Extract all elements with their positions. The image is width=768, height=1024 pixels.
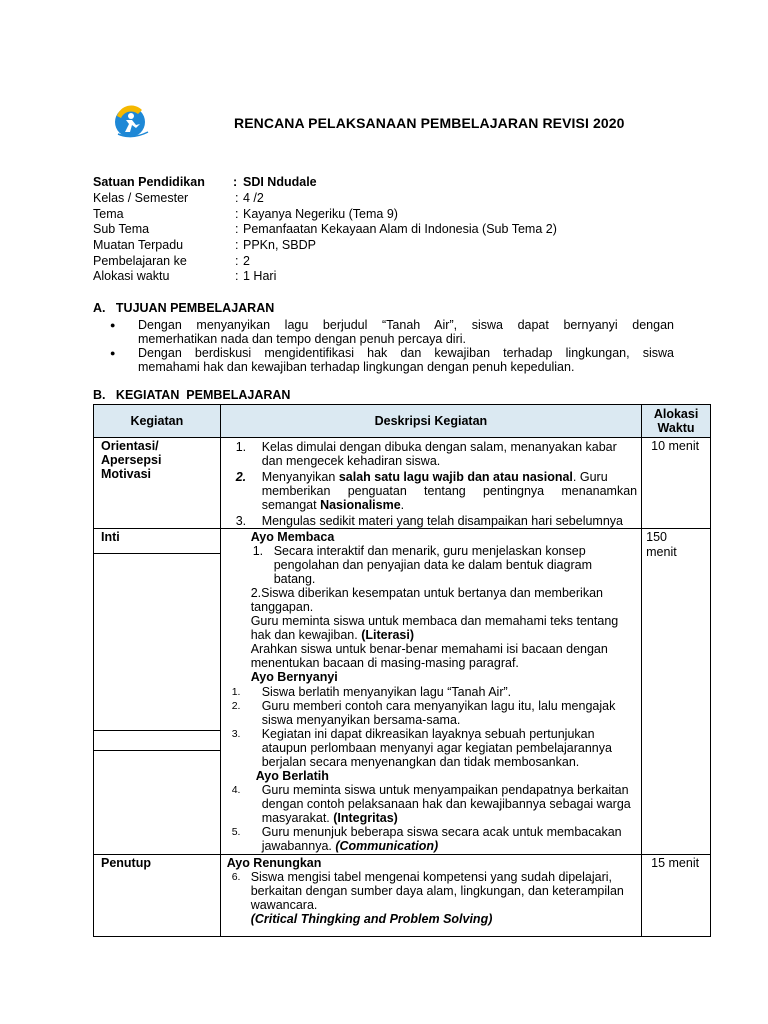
list-line: menentukan bacaan di masing-masing paragraf. xyxy=(250,656,519,670)
list-line xyxy=(262,498,637,512)
objective-line: Dengan menyanyikan lagu berjudul “Tanah Air”, siswa dapat bernyanyi dengan xyxy=(138,318,674,332)
list-line: siswa menyanyikan bersama-sama. xyxy=(261,713,461,727)
cell-divider xyxy=(94,553,220,554)
text-run: . xyxy=(400,498,405,512)
objective-item xyxy=(138,346,674,374)
kegiatan-label: Penutup xyxy=(101,856,151,870)
cell-waktu xyxy=(642,529,711,855)
info-value: PPKn, SBDP xyxy=(243,238,316,252)
waktu-value: 15 menit xyxy=(651,856,700,870)
waktu-line: 150 xyxy=(646,530,667,544)
list-line: Kegiatan ini dapat dikreasikan layaknya sebuah pertunjukan xyxy=(261,727,595,741)
info-colon: : xyxy=(233,175,238,189)
cell-divider xyxy=(94,750,220,751)
list-line: batang. xyxy=(273,572,316,586)
table-row-inti xyxy=(94,529,711,855)
info-colon: : xyxy=(235,191,239,205)
document-title: RENCANA PELAKSANAAN PEMBELAJARAN REVISI 2020 xyxy=(234,115,625,131)
info-value: 1 Hari xyxy=(243,269,277,283)
info-colon: : xyxy=(235,254,239,268)
bullet-icon: ● xyxy=(110,348,116,358)
objective-line: Dengan berdiskusi mengidentifikasi hak dan kewajiban terhadap lingkungan, siswa xyxy=(138,346,674,360)
list-item xyxy=(226,699,637,727)
list-number: 1. xyxy=(235,440,247,454)
list-number: 1. xyxy=(231,686,241,698)
text-run-bold: Nasionalisme xyxy=(320,498,401,512)
activity-table xyxy=(93,404,711,937)
list-number: 3. xyxy=(235,514,247,528)
list-line: Kelas dimulai dengan dibuka dengan salam, menanyakan kabar xyxy=(261,440,617,454)
header-kegiatan: Kegiatan xyxy=(94,405,221,438)
list-line: Guru meminta siswa untuk membaca dan memahami teks tentang xyxy=(250,614,619,628)
waktu-line: menit xyxy=(646,545,677,559)
kegiatan-label xyxy=(94,438,220,481)
text-run: masyarakat. xyxy=(261,811,334,825)
list-line: 2.Siswa diberikan kesempatan untuk bertanya dan memberikan xyxy=(250,586,603,600)
list-line: Mengulas sedikit materi yang telah disampaikan hari sebelumnya xyxy=(261,514,623,528)
list-item xyxy=(226,783,637,825)
info-value: 4 /2 xyxy=(243,191,264,205)
list-item xyxy=(251,544,637,586)
cell-deskripsi xyxy=(220,438,641,529)
cell-divider xyxy=(94,730,220,731)
list-line: Secara interaktif dan menarik, guru menjelaskan konsep xyxy=(273,544,586,558)
info-label: Sub Tema xyxy=(93,222,150,236)
list-line xyxy=(262,839,637,853)
info-colon: : xyxy=(235,222,239,236)
list-line: dengan contoh pelaksanaan hak dan kewajibannya sebagai warga xyxy=(261,797,631,811)
text-run-bold: (Communication) xyxy=(335,839,439,853)
text-run: Menyanyikan xyxy=(261,470,339,484)
list-number: 2. xyxy=(235,470,247,484)
header-alokasi-line: Alokasi xyxy=(653,407,699,421)
list-item xyxy=(226,440,637,468)
list-line: Guru meminta siswa untuk menyampaikan pendapatnya berkaitan xyxy=(261,783,629,797)
list-item xyxy=(226,514,637,528)
text-run-bold: (Integritas) xyxy=(333,811,398,825)
info-label: Pembelajaran ke xyxy=(93,254,187,268)
cell-kegiatan xyxy=(94,855,221,937)
list-number: 1. xyxy=(252,544,264,558)
section-a-heading: A. TUJUAN PEMBELAJARAN xyxy=(93,301,275,315)
cell-deskripsi xyxy=(220,855,641,937)
info-value: SDI Ndudale xyxy=(243,175,317,189)
section-b-heading: B. KEGIATAN PEMBELAJARAN xyxy=(93,388,291,402)
list-line: tanggapan. xyxy=(250,600,314,614)
cell-kegiatan xyxy=(94,529,221,855)
list-line: Siswa berlatih menyanyikan lagu “Tanah Air”. xyxy=(261,685,512,699)
list-item xyxy=(226,825,637,853)
kegiatan-label: Inti xyxy=(101,530,120,544)
text-run-bold: salah satu lagu wajib dan atau nasional xyxy=(338,470,573,484)
info-label: Satuan Pendidikan xyxy=(93,175,205,189)
list-line: Guru memberi contoh cara menyanyikan lagu itu, lalu mengajak xyxy=(261,699,616,713)
info-colon: : xyxy=(235,207,239,221)
subheading-ayo-bernyanyi: Ayo Bernyanyi xyxy=(250,670,338,684)
table-row-orientasi xyxy=(94,438,711,529)
info-colon: : xyxy=(235,269,239,283)
list-line: berkaitan dengan sumber daya alam, lingkungan, dan keterampilan xyxy=(250,884,624,898)
info-label: Kelas / Semester xyxy=(93,191,189,205)
list-line: pengolahan dan penyajian data ke dalam bentuk diagram xyxy=(273,558,592,572)
cell-deskripsi xyxy=(220,529,641,855)
header-deskripsi: Deskripsi Kegiatan xyxy=(220,405,641,438)
list-number: 3. xyxy=(231,728,241,740)
list-line: wawancara. xyxy=(250,898,318,912)
table-row-penutup xyxy=(94,855,711,937)
text-run: hak dan kewajiban. xyxy=(250,628,362,642)
list-number: 4. xyxy=(231,784,241,796)
info-label: Muatan Terpadu xyxy=(93,238,184,252)
cell-kegiatan xyxy=(94,438,221,529)
list-number: 2. xyxy=(231,700,241,712)
kegiatan-line: Orientasi/ xyxy=(101,439,159,453)
text-run: . Guru xyxy=(572,470,608,484)
info-value: Kayanya Negeriku (Tema 9) xyxy=(243,207,398,221)
text-run-bold: (Literasi) xyxy=(361,628,414,642)
objective-line: memerhatikan nada dan tempo dengan penuh percaya diri. xyxy=(138,332,466,346)
list-line: Arahkan siswa untuk benar-benar memahami isi bacaan dengan xyxy=(250,642,608,656)
kegiatan-line: Apersepsi xyxy=(101,453,162,467)
info-label: Tema xyxy=(93,207,124,221)
list-number: 6. xyxy=(231,871,241,883)
info-value: 2 xyxy=(243,254,250,268)
info-label: Alokasi waktu xyxy=(93,269,170,283)
list-line: Guru menunjuk beberapa siswa secara acak untuk membacakan xyxy=(261,825,622,839)
subheading-ayo-berlatih: Ayo Berlatih xyxy=(255,769,329,783)
list-line: (Critical Thingking and Problem Solving) xyxy=(250,912,493,926)
kegiatan-line: Motivasi xyxy=(101,467,152,481)
header-alokasi xyxy=(642,405,711,438)
list-item xyxy=(226,870,637,926)
list-line: berjalan secara menyenangkan dan tidak membosankan. xyxy=(261,755,580,769)
text-run: jawabannya. xyxy=(261,839,336,853)
list-number: 5. xyxy=(231,826,241,838)
subheading-ayo-membaca: Ayo Membaca xyxy=(250,530,335,544)
info-colon: : xyxy=(235,238,239,252)
objective-item xyxy=(138,318,674,346)
text-run: semangat xyxy=(261,498,321,512)
info-value: Pemanfaatan Kekayaan Alam di Indonesia (Sub Tema 2) xyxy=(243,222,557,236)
list-line xyxy=(262,811,637,825)
tut-wuri-handayani-logo xyxy=(112,104,152,140)
cell-waktu xyxy=(642,855,711,937)
objective-line: memahami hak dan kewajiban terhadap lingkungan dengan penuh kepedulian. xyxy=(138,360,575,374)
list-line xyxy=(262,470,637,484)
list-line: ataupun perlombaan menyanyi agar kegiatan pembelajarannya xyxy=(261,741,612,755)
list-item xyxy=(226,470,637,512)
subheading-ayo-renungkan: Ayo Renungkan xyxy=(226,856,322,870)
list-line xyxy=(251,628,637,642)
list-line: memberikan penguatan tentang pentingnya menanamkan xyxy=(261,484,638,498)
cell-waktu xyxy=(642,438,711,529)
list-item xyxy=(226,685,637,699)
waktu-value xyxy=(642,529,710,560)
header-alokasi-line: Waktu xyxy=(657,421,695,435)
bullet-icon: ● xyxy=(110,320,116,330)
list-line: Siswa mengisi tabel mengenai kompetensi yang sudah dipelajari, xyxy=(250,870,613,884)
table-header-row xyxy=(94,405,711,438)
list-line: dan mengecek kehadiran siswa. xyxy=(261,454,441,468)
waktu-value: 10 menit xyxy=(651,439,700,453)
list-item xyxy=(226,727,637,769)
